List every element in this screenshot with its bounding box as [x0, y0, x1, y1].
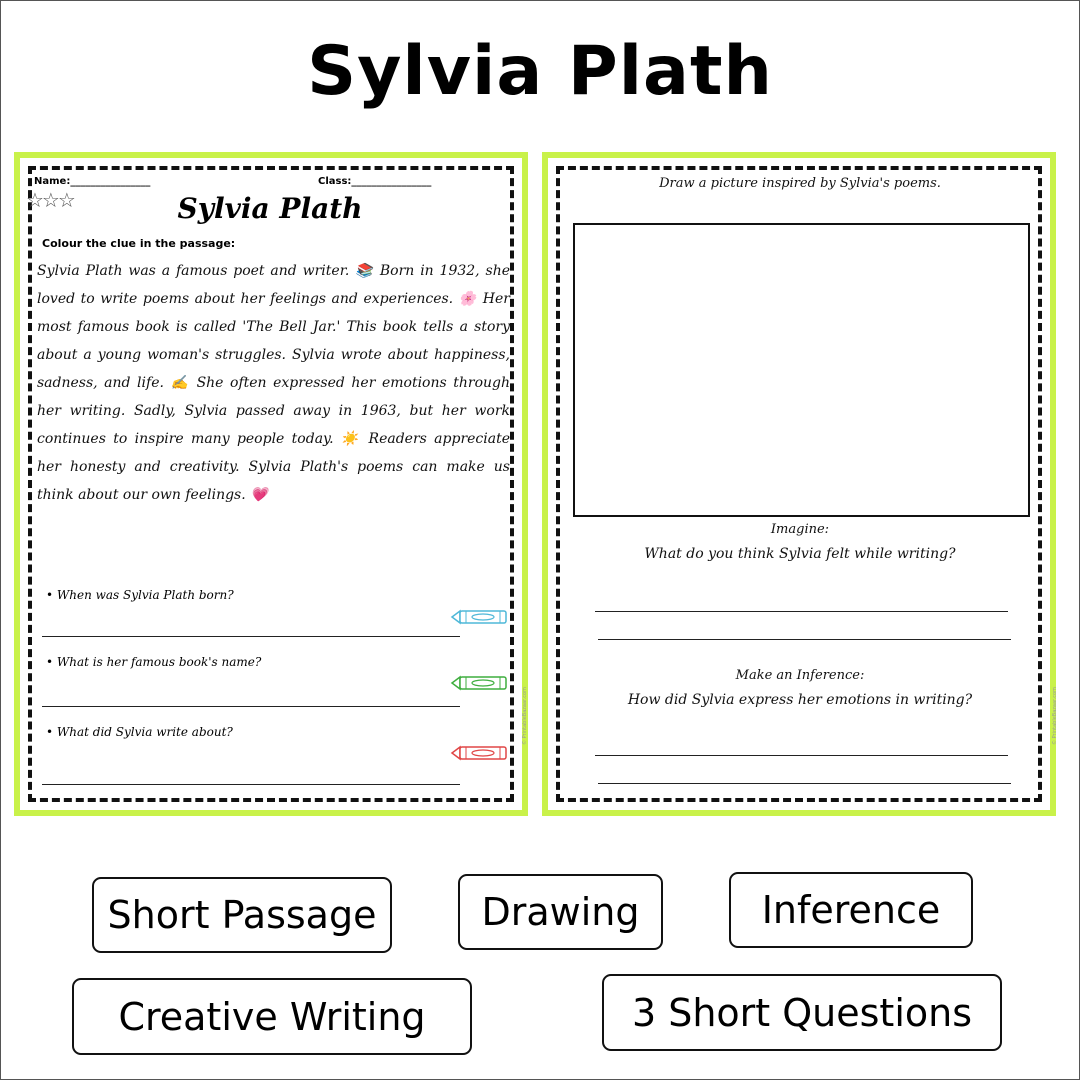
tag-short-passage: Short Passage [92, 877, 392, 953]
answer-line-2 [42, 706, 460, 707]
tag-3-short-questions: 3 Short Questions [602, 974, 1002, 1051]
blue-crayon-icon [450, 608, 510, 626]
answer-line [595, 755, 1008, 756]
inference-heading: Make an Inference: [735, 668, 865, 683]
inference-question: How did Sylvia express her emotions in writing? [627, 692, 973, 708]
answer-line [598, 639, 1011, 640]
green-crayon-icon [450, 674, 510, 692]
question-2: • What is her famous book's name? [46, 655, 262, 669]
red-crayon-icon [450, 744, 510, 762]
copyright-left: © PrintableBazaar.com [522, 687, 528, 745]
rating-stars: ☆☆☆ [26, 188, 74, 212]
question-3-text: What did Sylvia write about? [56, 725, 233, 739]
answer-line [598, 783, 1011, 784]
name-field: Name:________________ [34, 176, 151, 187]
question-1-text: When was Sylvia Plath born? [56, 588, 234, 602]
answer-line-3 [42, 784, 460, 785]
drawing-prompt: Draw a picture inspired by Sylvia's poems. [659, 176, 941, 191]
class-field: Class:________________ [318, 176, 432, 187]
reading-passage: Sylvia Plath was a famous poet and writer. 📚 Born in 1932, she loved to write poems about her feelings and experiences. 🌸 Her most famous book is called 'The Bell Jar.' This book tells a story about a young woman's struggles. Sylvia wrote about happiness, sadness, and life. ✍️ She often expressed her emotions through her writing. Sadly, Sylvia passed away in 1963, but her work continues to inspire many people today. ☀️ Readers appreciate her honesty and creativity. Sylvia Plath's poems can make us think about our own feelings. 💗 [37, 263, 510, 503]
worksheet-title: Sylvia Plath [177, 192, 363, 225]
tag-creative-writing: Creative Writing [72, 978, 472, 1055]
imagine-heading: Imagine: [770, 522, 830, 537]
drawing-box [573, 223, 1030, 517]
answer-line-1 [42, 636, 460, 637]
copyright-right: © PrintableBazaar.com [1052, 687, 1058, 745]
question-2-text: What is her famous book's name? [56, 655, 262, 669]
instruction-text: Colour the clue in the passage: [42, 237, 236, 250]
answer-line [595, 611, 1008, 612]
imagine-question: What do you think Sylvia felt while writing? [644, 546, 956, 562]
tag-inference: Inference [729, 872, 973, 948]
question-1: • When was Sylvia Plath born? [46, 588, 234, 602]
page-title: Sylvia Plath [307, 32, 773, 111]
tag-drawing: Drawing [458, 874, 663, 950]
question-3: • What did Sylvia write about? [46, 725, 233, 739]
